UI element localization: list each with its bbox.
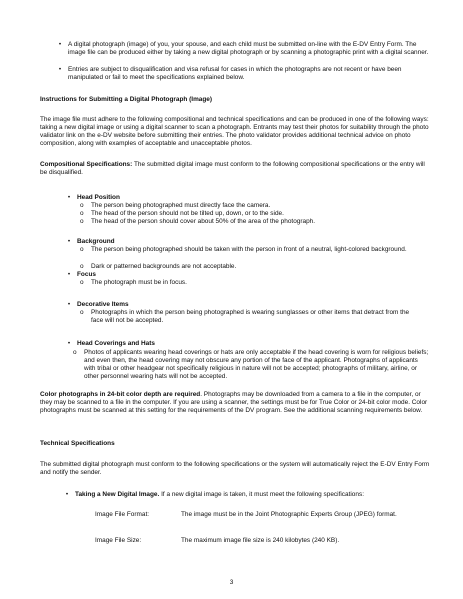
page-number: 3 xyxy=(229,579,234,586)
intro-bullet-2: Entries are subject to disqualification and visa refusal for cases in which the photographs are not recent or have been manipulated or fail to meet the specifications explained below. xyxy=(68,66,402,81)
section-title-focus: Focus xyxy=(77,271,96,278)
head-coverings-item-1: Photos of applicants wearing head coverings or hats are only acceptable if the head covering is worn for religious beliefs; and even then, the head covering may not obscure any portion of the face of the applicant. Photographs of applicants with tribal or other headgear not specifically religious in nature will not be accepted; photographs of military, airline, or other personnel wearing hats will not be accepted. xyxy=(84,349,429,380)
technical-heading: Technical Specifications xyxy=(40,440,115,447)
technical-bullet-label: Taking a New Digital Image. xyxy=(75,491,160,498)
section-title-decorative-items: Decorative Items xyxy=(77,301,129,308)
head-position-item-3: The head of the person should cover about 50% of the area of the photograph. xyxy=(91,218,316,225)
sub-bullet-marker: o xyxy=(80,218,84,225)
spec-row-label: Image File Size: xyxy=(95,537,142,544)
head-position-item-1: The person being photographed must directly face the camera. xyxy=(91,202,271,209)
technical-bullet-text: If a new digital image is taken, it must meet the following specifications: xyxy=(159,491,364,498)
bullet-dot: • xyxy=(67,271,71,278)
intro-bullet-1: A digital photograph (image) of you, your spouse, and each child must be submitted on-line with the E-DV Entry Form. The image file can be produced either by taking a new digital photograph or by scanning a photographic print with a digital scanner. xyxy=(68,41,429,56)
sub-bullet-marker: o xyxy=(73,349,77,356)
background-item-1: The person being photographed should be taken with the person in front of a neutral, light-colored background. xyxy=(91,246,407,253)
bullet-dot: • xyxy=(67,194,71,201)
spec-row-value: The image must be in the Joint Photographic Experts Group (JPEG) format. xyxy=(181,511,397,518)
head-position-item-2: The head of the person should not be tilted up, down, or to the side. xyxy=(91,210,284,217)
sub-bullet-marker: o xyxy=(80,202,84,209)
technical-bullet xyxy=(75,491,435,499)
bullet-dot: • xyxy=(65,491,69,498)
color-paragraph xyxy=(40,391,432,415)
sub-bullet-marker: o xyxy=(80,246,84,253)
sub-bullet-marker: o xyxy=(80,263,84,270)
compositional-text: The submitted digital image must conform to the following compositional specifications or the entry will be disqualified. xyxy=(40,161,425,176)
sub-bullet-marker: o xyxy=(80,210,84,217)
spec-row-label: Image File Format: xyxy=(95,511,150,518)
bullet-dot: • xyxy=(67,238,71,245)
spec-row-value: The maximum image file size is 240 kilobytes (240 KB). xyxy=(181,537,340,544)
decorative-items-item-1: Photographs in which the person being photographed is wearing sunglasses or other items that detract from the face will not be accepted. xyxy=(91,309,410,324)
section-title-background: Background xyxy=(77,238,115,245)
section-title-head-coverings: Head Coverings and Hats xyxy=(77,340,155,347)
focus-item-1: The photograph must be in focus. xyxy=(91,279,187,286)
bullet-dot: • xyxy=(58,66,62,73)
sub-bullet-marker: o xyxy=(80,279,84,286)
instructions-heading: Instructions for Submitting a Digital Photograph (Image) xyxy=(40,96,213,103)
technical-body: The submitted digital photograph must conform to the following specifications or the system will automatically reject the E-DV Entry Form and notify the sender. xyxy=(40,461,430,476)
background-item-2: Dark or patterned backgrounds are not acceptable. xyxy=(91,263,237,270)
section-title-head-position: Head Position xyxy=(77,194,120,201)
instructions-body: The image file must adhere to the following compositional and technical specifications and can be produced in one of the following ways: taking a new digital image or using a digital scanner to scan a photograph. Entrants may test their photos for suitability through the photo validator link on the e-DV website before submitting their entries. The photo validator provides additional technical advice on photo composition, along with examples of acceptable and unacceptable photos. xyxy=(40,116,429,147)
bullet-dot: • xyxy=(58,41,62,48)
compositional-paragraph xyxy=(40,161,432,177)
sub-bullet-marker: o xyxy=(80,309,84,316)
color-label: Color photographs in 24-bit color depth are required xyxy=(40,391,201,398)
compositional-label: Compositional Specifications: xyxy=(40,161,133,168)
bullet-dot: • xyxy=(67,340,71,347)
color-text: . Photographs may be downloaded from a camera to a file in the computer, or they may be scanned to a file in the computer. If you are using a scanner, the settings must be for True Color or 24-bit color mode. Color photographs must be scanned at this setting for the requirements of the DV program. See the additional scanning requirements below. xyxy=(40,391,428,414)
bullet-dot: • xyxy=(67,301,71,308)
